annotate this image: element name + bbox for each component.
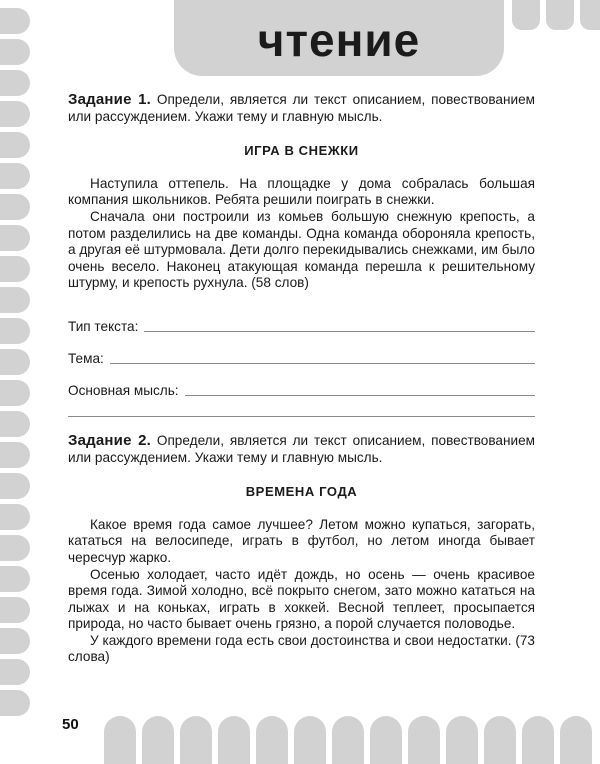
frame-tab: [0, 318, 30, 344]
story-1-title: ИГРА В СНЕЖКИ: [244, 143, 359, 159]
story-1-paragraph: Наступила оттепель. На площадке у дома собралась большая компания школьников. Ребята решили поиграть в снежки.: [68, 175, 535, 208]
frame-tab: [0, 597, 30, 623]
task-2-label: Задание 2.: [68, 431, 151, 449]
theme-label: Тема:: [68, 350, 104, 366]
frame-tab: [0, 442, 30, 468]
answer-fields: [68, 304, 535, 417]
frame-tab: [408, 716, 440, 764]
task-1-instruction: [68, 92, 535, 125]
text-type-row: [68, 304, 535, 336]
frame-tab: [522, 716, 554, 764]
frame-tab: [104, 716, 136, 764]
frame-tab: [546, 0, 574, 30]
frame-tab: [218, 716, 250, 764]
frame-tab: [0, 628, 30, 654]
text-type-label: Тип текста:: [68, 318, 139, 334]
frame-tab: [0, 690, 30, 716]
page-title: чтение: [257, 14, 421, 66]
frame-tab: [512, 0, 540, 30]
frame-tab: [580, 0, 600, 30]
frame-tab: [0, 194, 30, 220]
frame-tab: [256, 716, 288, 764]
frame-tab: [484, 716, 516, 764]
frame-tab: [0, 39, 30, 65]
frame-tab: [370, 716, 402, 764]
frame-tab: [0, 101, 30, 127]
task-1-label: Задание 1.: [68, 91, 151, 108]
frame-tab: [142, 716, 174, 764]
frame-tab: [560, 716, 592, 764]
frame-tab: [0, 287, 30, 313]
frame-tab: [0, 225, 30, 251]
main-idea-label: Основная мысль:: [68, 382, 179, 398]
frame-tab: [0, 473, 30, 499]
frame-tab: [446, 716, 478, 764]
theme-row: [68, 336, 535, 368]
task-2-text: Определи, является ли текст описанием, повествованием или рассуждением. Укажи тему и главную мысль.: [68, 432, 535, 465]
main-idea-extra-line[interactable]: [68, 400, 535, 417]
text-type-answer-line[interactable]: [144, 319, 535, 332]
frame-tab: [0, 8, 30, 34]
frame-tab: [0, 504, 30, 530]
story-2-paragraph: Какое время года самое лучшее? Летом можно купаться, загорать, кататься на велосипеде, играть в футбол, но летом иногда бывает чересчур жарко.: [68, 516, 535, 565]
frame-tab: [0, 535, 30, 561]
frame-tab: [0, 256, 30, 282]
task-1-text: Определи, является ли текст описанием, повествованием или рассуждением. Укажи тему и главную мысль.: [68, 92, 535, 124]
theme-answer-line[interactable]: [110, 351, 535, 364]
page-content: [68, 92, 535, 666]
page-number: 50: [62, 716, 79, 733]
task-2-instruction: [68, 433, 535, 466]
story-2-paragraph: Осенью холодает, часто идёт дождь, но осень — очень красивое время года. Зимой холодно, всё покрыто снегом, зато можно кататься на лыжах и на коньках, играть в хоккей. Весной теплеет, просыпается природа, но часто бывает очень грязно, а порой случается половодье.: [68, 566, 535, 632]
story-2-paragraph: У каждого времени года есть свои достоинства и свои недостатки. (73 слова): [68, 632, 535, 665]
main-idea-answer-line[interactable]: [185, 383, 535, 396]
frame-tab: [0, 349, 30, 375]
story-2-title: ВРЕМЕНА ГОДА: [245, 484, 358, 500]
frame-tab: [0, 70, 30, 96]
frame-tab: [0, 566, 30, 592]
story-1-paragraph: Сначала они построили из комьев большую снежную крепость, а потом разделились на две команды. Одна команда обороняла крепость, а другая её штурмовала. Дети долго перекидывались снежками, им было очень весело. Наконец атакующая команда перешла к решительному штурму, и крепость рухнула. (58 слов): [68, 208, 535, 291]
frame-tab: [332, 716, 364, 764]
frame-tab: [0, 132, 30, 158]
main-idea-row: [68, 368, 535, 400]
frame-tab: [0, 163, 30, 189]
frame-tab: [294, 716, 326, 764]
frame-tab: [0, 411, 30, 437]
frame-tab: [180, 716, 212, 764]
frame-tab: [0, 380, 30, 406]
frame-tab: [0, 659, 30, 685]
